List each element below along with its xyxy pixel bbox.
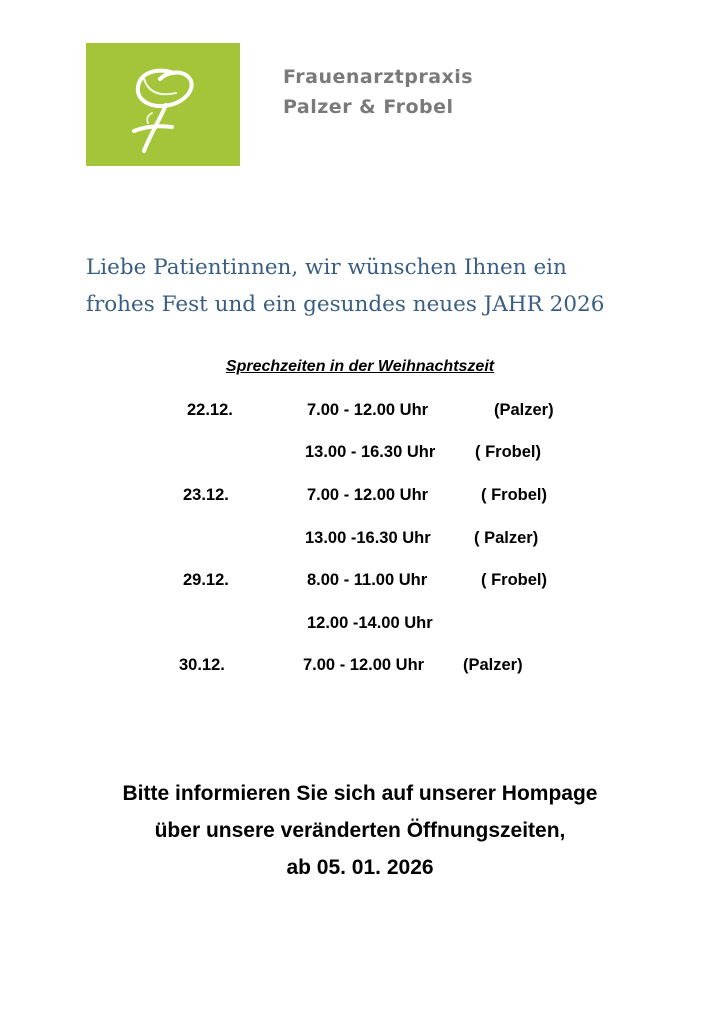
notice-footer	[0, 775, 720, 886]
schedule-time: 13.00 -16.30 Uhr	[305, 529, 431, 547]
schedule-date: 30.12.	[179, 656, 225, 674]
notice-line1: Bitte informieren Sie sich auf unserer Hompage	[122, 782, 598, 805]
schedule-title: Sprechzeiten in der Weihnachtszeit	[225, 358, 495, 375]
schedule-doctor: (Palzer)	[463, 656, 523, 674]
schedule-date: 23.12.	[183, 486, 229, 504]
schedule-doctor: ( Frobel)	[481, 486, 547, 504]
schedule-time: 8.00 - 11.00 Uhr	[307, 571, 428, 589]
schedule-time: 7.00 - 12.00 Uhr	[307, 486, 429, 504]
practice-name-line1: Frauenarztpraxis	[283, 66, 474, 88]
schedule-doctor: ( Palzer)	[474, 529, 539, 547]
greeting-line2: frohes Fest und ein gesundes neues JAHR 2026	[86, 292, 605, 317]
venus-symbol-icon	[86, 43, 240, 166]
schedule-time: 13.00 - 16.30 Uhr	[305, 443, 436, 461]
schedule-time: 7.00 - 12.00 Uhr	[307, 401, 429, 419]
schedule-date: 22.12.	[187, 401, 233, 419]
schedule-time: 12.00 -14.00 Uhr	[307, 614, 433, 632]
practice-logo	[86, 43, 240, 166]
holiday-greeting	[86, 249, 686, 323]
practice-name-line2: Palzer & Frobel	[283, 96, 454, 118]
schedule-date: 29.12.	[183, 571, 229, 589]
notice-line2: über unsere veränderten Öffnungszeiten,	[154, 819, 566, 842]
schedule-doctor: ( Frobel)	[475, 443, 541, 461]
practice-name	[283, 62, 473, 122]
schedule-time: 7.00 - 12.00 Uhr	[303, 656, 425, 674]
schedule-doctor: ( Frobel)	[481, 571, 547, 589]
greeting-line1: Liebe Patientinnen, wir wünschen Ihnen ein	[86, 255, 567, 280]
notice-line3: ab 05. 01. 2026	[286, 856, 434, 879]
schedule-doctor: (Palzer)	[494, 401, 554, 419]
